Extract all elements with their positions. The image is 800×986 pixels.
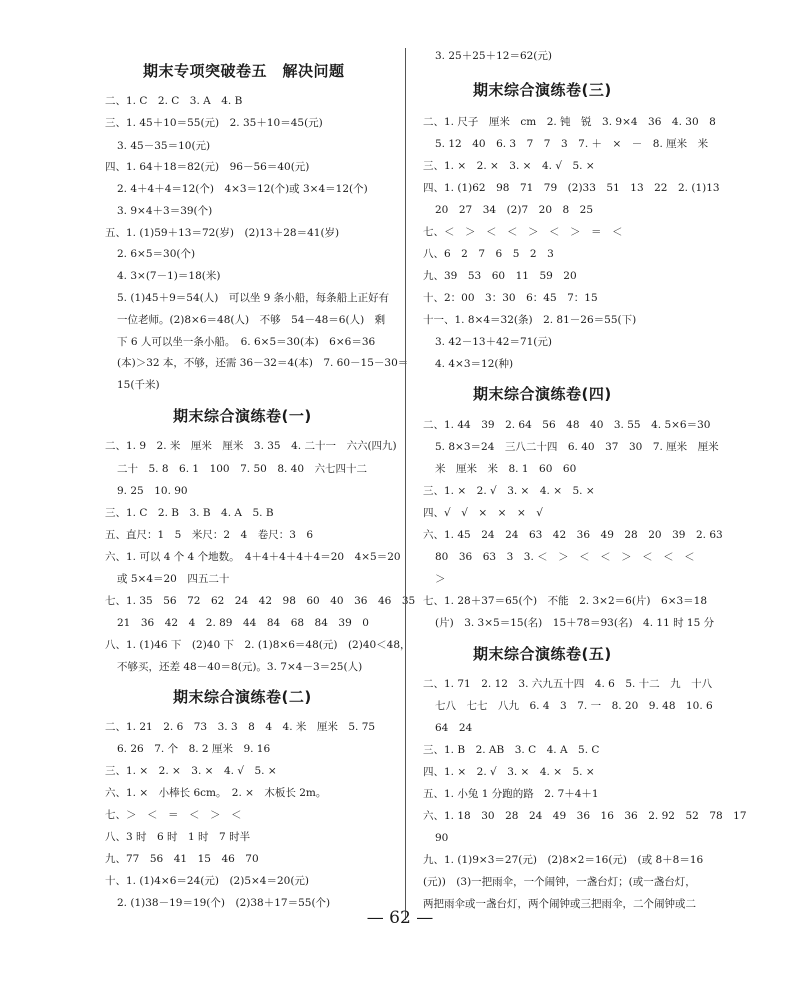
answer-line: 21 36 42 4 2. 89 44 84 68 84 39 0 bbox=[117, 617, 369, 629]
answer-line: 十、2：00 3：30 6：45 7：15 bbox=[423, 292, 598, 304]
answer-line: 三、1. × 2. × 3. × 4. √ 5. × bbox=[423, 160, 595, 172]
answer-line: 4. 3×(7－1)＝18(米) bbox=[117, 270, 221, 282]
answer-line: 二、1. 71 2. 12 3. 六九五十四 4. 6 5. 十二 九 十八 bbox=[423, 678, 713, 690]
answer-line: 3. 25＋25＋12＝62(元) bbox=[435, 50, 552, 62]
answer-line: (元)) (3)一把雨伞，一个闹钟，一盏台灯；(或一盏台灯， bbox=[423, 876, 696, 888]
answer-line: 2. (1)38－19＝19(个) (2)38＋17＝55(个) bbox=[117, 897, 331, 909]
answer-line: 九、1. (1)9×3＝27(元) (2)8×2＝16(元) (或 8＋8＝16 bbox=[423, 854, 704, 866]
answer-line: 5. 12 40 6. 3 7 7 3 7. ＋ × － 8. 厘米 米 bbox=[435, 138, 709, 150]
answer-line: (片) 3. 3×5＝15(名) 15＋78＝93(名) 4. 11 时 15 分 bbox=[435, 617, 715, 629]
answer-line: 下 6 人可以坐一条小船。 6. 6×5＝30(本) 6×6＝36 bbox=[117, 336, 376, 348]
answer-line: 二、1. 21 2. 6 73 3. 3 8 4 4. 米 厘米 5. 75 bbox=[105, 721, 376, 733]
answer-line: 或 5×4＝20 四五二十 bbox=[117, 573, 230, 585]
answer-line: 四、1. 64＋18＝82(元) 96－56＝40(元) bbox=[105, 161, 310, 173]
answer-line: (本)＞32 本，不够，还需 36－32＝4(本) 7. 60－15－30＝ bbox=[117, 357, 409, 369]
answer-line: 六、1. × 小棒长 6cm。 2. × 木板长 2m。 bbox=[105, 787, 327, 799]
answer-line: 八、6 2 7 6 5 2 3 bbox=[423, 248, 554, 260]
answer-line: 2. 4＋4＋4＝12(个) 4×3＝12(个)或 3×4＝12(个) bbox=[117, 183, 368, 195]
answer-line: 9. 25 10. 90 bbox=[117, 485, 188, 497]
answer-line: 3. 45－35＝10(元) bbox=[117, 140, 211, 152]
answer-line: 一位老师。(2)8×6＝48(人) 不够 54－48＝6(人) 剩 bbox=[117, 314, 386, 326]
answer-line: 5. 8×3＝24 三八二十四 6. 40 37 30 7. 厘米 厘米 bbox=[435, 441, 719, 453]
answer-line: 七、＜ ＞ ＜ ＜ ＞ ＜ ＞ ＝ ＜ bbox=[423, 226, 623, 238]
answer-line: 二、1. 9 2. 米 厘米 厘米 3. 35 4. 二十一 六六(四九) bbox=[105, 440, 397, 452]
answer-line: 三、1. 45＋10＝55(元) 2. 35＋10＝45(元) bbox=[105, 117, 323, 129]
answer-line: 米 厘米 米 8. 1 60 60 bbox=[435, 463, 577, 475]
section-title-exercise-four: 期末综合演练卷(四) bbox=[473, 385, 612, 403]
answer-line: 3. 42－13＋42＝71(元) bbox=[435, 336, 552, 348]
section-title-exercise-two: 期末综合演练卷(二) bbox=[173, 688, 312, 706]
answer-line: 五、1. 小兔 1 分跑的路 2. 7＋4＋1 bbox=[423, 788, 599, 800]
answer-line: 四、1. (1)62 98 71 79 (2)33 51 13 22 2. (1)13 bbox=[423, 182, 720, 194]
answer-line: 64 24 bbox=[435, 722, 473, 734]
answer-line: 三、1. C 2. B 3. B 4. A 5. B bbox=[105, 507, 274, 519]
answer-line: 五、直尺：1 5 米尺：2 4 卷尺：3 6 bbox=[105, 529, 314, 541]
answer-line: 3. 9×4＋3＝39(个) bbox=[117, 205, 213, 217]
answer-line: 六、1. 45 24 24 63 42 36 49 28 20 39 2. 63 bbox=[423, 529, 723, 541]
page-number: — 62 — bbox=[366, 908, 434, 928]
answer-line: 三、1. × 2. × 3. × 4. √ 5. × bbox=[105, 765, 277, 777]
section-title-exercise-three: 期末综合演练卷(三) bbox=[473, 81, 612, 99]
answer-line: 两把雨伞或一盏台灯，两个闹钟或三把雨伞，二个闹钟或二 bbox=[423, 898, 696, 910]
answer-line: 5. (1)45＋9＝54(人) 可以坐 9 条小船，每条船上正好有 bbox=[117, 292, 390, 304]
section-title-exercise-one: 期末综合演练卷(一) bbox=[173, 407, 312, 425]
section-title-special-five: 期末专项突破卷五 解决问题 bbox=[143, 62, 345, 80]
answer-line: 二、1. 44 39 2. 64 56 48 40 3. 55 4. 5×6＝30 bbox=[423, 419, 711, 431]
answer-line: 十、1. (1)4×6＝24(元) (2)5×4＝20(元) bbox=[105, 875, 310, 887]
answer-line: 二、1. 尺子 厘米 cm 2. 钝 锐 3. 9×4 36 4. 30 8 bbox=[423, 116, 716, 128]
answer-line: 15(千米) bbox=[117, 379, 160, 391]
answer-line: 七、1. 35 56 72 62 24 42 98 60 40 36 46 35 bbox=[105, 595, 416, 607]
answer-line: 五、1. (1)59＋13＝72(岁) (2)13＋28＝41(岁) bbox=[105, 227, 340, 239]
answer-line: 八、3 时 6 时 1 时 7 时半 bbox=[105, 831, 251, 843]
answer-line: 不够买，还差 48－40＝8(元)。3. 7×4－3＝25(人) bbox=[117, 661, 363, 673]
column-divider bbox=[405, 48, 406, 920]
answer-line: 四、√ √ × × × √ bbox=[423, 507, 543, 519]
answer-line: 七、＞ ＜ ＝ ＜ ＞ ＜ bbox=[105, 809, 242, 821]
answer-line: 4. 4×3＝12(种) bbox=[435, 358, 514, 370]
answer-line: 20 27 34 (2)7 20 8 25 bbox=[435, 204, 594, 216]
answer-line: 90 bbox=[435, 832, 449, 844]
answer-line: 九、39 53 60 11 59 20 bbox=[423, 270, 577, 282]
answer-line: 八、1. (1)46 下 (2)40 下 2. (1)8×6＝48(元) (2)40＜48， bbox=[105, 639, 411, 651]
answer-line: 四、1. × 2. √ 3. × 4. × 5. × bbox=[423, 766, 595, 778]
answer-line: 二十 5. 8 6. 1 100 7. 50 8. 40 六七四十二 bbox=[117, 463, 368, 475]
answer-line: 6. 26 7. 个 8. 2 厘米 9. 16 bbox=[117, 743, 271, 755]
answer-line: 七八 七七 八九 6. 4 3 7. 一 8. 20 9. 48 10. 6 bbox=[435, 700, 713, 712]
answer-line: ＞ bbox=[435, 573, 446, 585]
answer-line: 十一、1. 8×4＝32(条) 2. 81－26＝55(下) bbox=[423, 314, 637, 326]
answer-line: 二、1. C 2. C 3. A 4. B bbox=[105, 95, 243, 107]
answer-line: 六、1. 18 30 28 24 49 36 16 36 2. 92 52 78 17 bbox=[423, 810, 747, 822]
answer-line: 三、1. × 2. √ 3. × 4. × 5. × bbox=[423, 485, 595, 497]
answer-line: 七、1. 28＋37＝65(个) 不能 2. 3×2＝6(片) 6×3＝18 bbox=[423, 595, 708, 607]
answer-line: 六、1. 可以 4 个 4 个地数。 4＋4＋4＋4＋4＝20 4×5＝20 bbox=[105, 551, 401, 563]
answer-line: 80 36 63 3 3. ＜ ＞ ＜ ＜ ＞ ＜ ＜ ＜ bbox=[435, 551, 695, 563]
answer-line: 九、77 56 41 15 46 70 bbox=[105, 853, 259, 865]
section-title-exercise-five: 期末综合演练卷(五) bbox=[473, 645, 612, 663]
answer-line: 三、1. B 2. AB 3. C 4. A 5. C bbox=[423, 744, 600, 756]
answer-line: 2. 6×5＝30(个) bbox=[117, 248, 196, 260]
